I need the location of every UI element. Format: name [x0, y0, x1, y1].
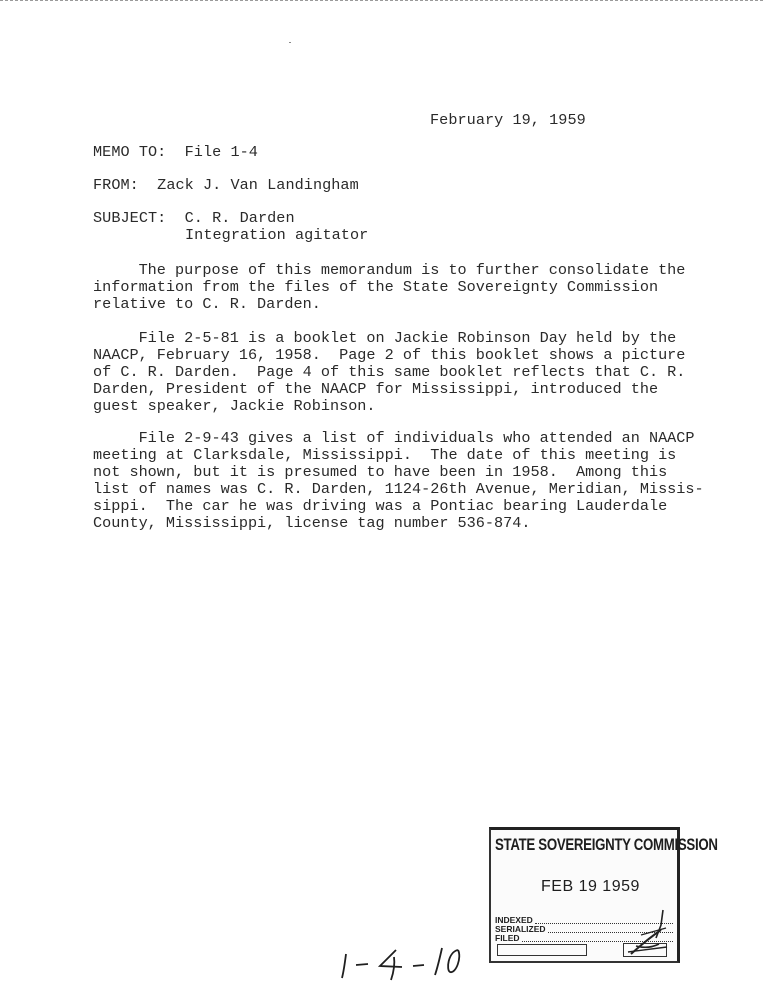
stamp-title: STATE SOVEREIGNTY COMMISSION — [495, 835, 718, 854]
paragraph-1 — [93, 262, 685, 313]
stamp-indexed-label: INDEXED — [495, 915, 533, 925]
subject-label: SUBJECT: — [93, 209, 167, 227]
subject-value-1: C. R. Darden — [184, 209, 295, 227]
paragraph-line: meeting at Clarksdale, Mississippi. The date of this meeting is — [93, 446, 677, 464]
from-line — [93, 177, 359, 194]
paragraph-line: NAACP, February 16, 1958. Page 2 of this booklet shows a picture — [93, 346, 686, 364]
handwritten-file-number — [338, 942, 478, 987]
paragraph-line: The purpose of this memorandum is to further consolidate the — [93, 261, 686, 279]
paragraph-line: sippi. The car he was driving was a Pontiac bearing Lauderdale — [93, 497, 668, 515]
stamp-handwritten-checkmark — [491, 830, 718, 961]
stamp-date: FEB 19 1959 — [541, 878, 640, 895]
memo-to-label: MEMO TO: — [93, 143, 167, 161]
memo-to-line — [93, 144, 258, 161]
paragraph-line: list of names was C. R. Darden, 1124-26th Avenue, Meridian, Missis- — [93, 480, 704, 498]
paragraph-line: of C. R. Darden. Page 4 of this same booklet reflects that C. R. — [93, 363, 686, 381]
subject-line — [93, 210, 295, 227]
stamp-serialized-label: SERIALIZED — [495, 924, 546, 934]
paragraph-line: relative to C. R. Darden. — [93, 295, 321, 313]
paragraph-2 — [93, 330, 685, 415]
commission-filing-stamp — [489, 827, 718, 963]
paragraph-line: guest speaker, Jackie Robinson. — [93, 397, 376, 415]
memo-to-value: File 1-4 — [184, 143, 258, 161]
stamp-filed-label: FILED — [495, 933, 520, 943]
paragraph-line: File 2-9-43 gives a list of individuals who attended an NAACP — [93, 429, 695, 447]
subject-value-2: Integration agitator — [185, 226, 369, 244]
from-label: FROM: — [93, 176, 139, 194]
from-value: Zack J. Van Landingham — [157, 176, 359, 194]
paragraph-line: County, Mississippi, license tag number 536-874. — [93, 514, 531, 532]
paragraph-3 — [93, 430, 704, 532]
paper-speck — [289, 42, 291, 43]
paragraph-line: File 2-5-81 is a booklet on Jackie Robinson Day held by the — [93, 329, 677, 347]
paragraph-line: Darden, President of the NAACP for Mississippi, introduced the — [93, 380, 659, 398]
paragraph-line: information from the files of the State Sovereignty Commission — [93, 278, 659, 296]
memo-date: February 19, 1959 — [430, 111, 586, 129]
paragraph-line: not shown, but it is presumed to have been in 1958. Among this — [93, 463, 668, 481]
page-top-edge — [0, 0, 763, 1]
